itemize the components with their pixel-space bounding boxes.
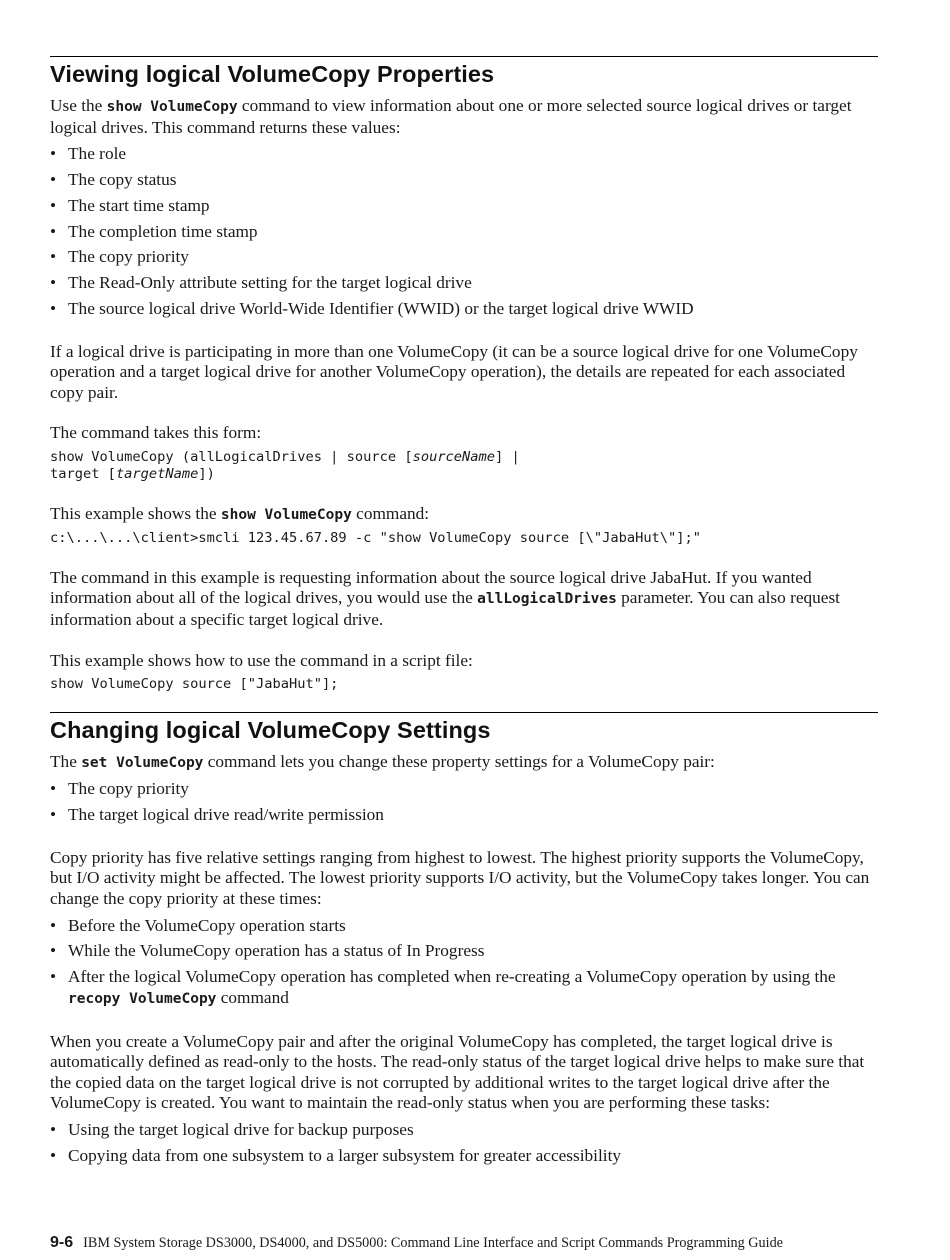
inline-command: allLogicalDrives: [477, 591, 617, 608]
list-item: • The copy priority: [50, 779, 189, 799]
section-heading-viewing: Viewing logical VolumeCopy Properties: [50, 61, 495, 87]
code-example: c:\...\...\client>smcli 123.45.67.89 -c "show VolumeCopy source [\"JabaHut\"];": [50, 530, 702, 547]
paragraph: This example shows how to use the command in a script file:: [50, 650, 473, 670]
document-page: [50, 0, 878, 1171]
inline-command: set VolumeCopy: [81, 754, 204, 771]
list-item: • While the VolumeCopy operation has a status of In Progress: [50, 941, 485, 961]
page-footer: [50, 1234, 890, 1252]
tasks-list: [50, 1120, 878, 1166]
settings-list: [50, 779, 878, 825]
inline-command: recopy VolumeCopy: [68, 990, 217, 1007]
paragraph: This example shows the show VolumeCopy command:: [50, 503, 430, 523]
list-item: • Before the VolumeCopy operation starts: [50, 915, 346, 935]
paragraph: The command in this example is requesting information about the source logical drive JabaHut. If you wanted information about all of the logical drives, you would use the allLogicalDrives parameter. You can also request information about a specific target logical drive.: [50, 567, 840, 630]
list-item: • The role: [50, 144, 127, 164]
book-title: IBM System Storage DS3000, DS4000, and DS5000: Command Line Interface and Script Commands Programming Guide: [83, 1235, 783, 1251]
code-example: show VolumeCopy source ["JabaHut"];: [50, 676, 339, 693]
list-item: • The copy priority: [50, 247, 189, 267]
syntax-block: show VolumeCopy (allLogicalDrives | source [sourceName] | target [targetName]): [50, 449, 520, 483]
intro-paragraph: The set VolumeCopy command lets you change these property settings for a VolumeCopy pair:: [50, 751, 715, 771]
inline-command: show VolumeCopy: [220, 506, 352, 523]
section-rule: [50, 712, 878, 713]
list-item: • The start time stamp: [50, 195, 210, 215]
paragraph: Copy priority has five relative settings ranging from highest to lowest. The highest priority supports the VolumeCopy, but I/O activity might be affected. The lowest priority supports I/O activity, but the VolumeCopy takes longer. You can change the copy priority at these times:: [50, 847, 870, 908]
return-values-list: [50, 144, 878, 319]
list-item: • After the logical VolumeCopy operation has completed when re-creating a VolumeCopy operation by using the recopy VolumeCopy command: [50, 967, 836, 1007]
intro-text-end: command to view information about one or more selected source logical drives or target logical drives. This command returns these values:: [50, 96, 852, 137]
list-item: • The target logical drive read/write permission: [50, 805, 384, 824]
paragraph: When you create a VolumeCopy pair and after the original VolumeCopy has completed, the target logical drive is automatically defined as read-only to the hosts. The read-only status of the target logical drive helps to make sure that the copied data on the target logical drive is not corrupted by additional writes to the target logical drive after the VolumeCopy is created. You want to maintain the read-only status when you are performing these tasks:: [50, 1031, 865, 1113]
priority-times-list: [50, 916, 878, 1010]
list-item: • The Read-Only attribute setting for the target logical drive: [50, 273, 472, 293]
list-item: • The completion time stamp: [50, 221, 258, 241]
list-item: • The copy status: [50, 169, 177, 189]
intro-paragraph: [50, 96, 878, 138]
page-number: 9-6: [50, 1234, 74, 1251]
paragraph: If a logical drive is participating in more than one VolumeCopy (it can be a source logical drive for one VolumeCopy operation and a target logical drive for another VolumeCopy operation), the details are repeated for each associated copy pair.: [50, 341, 858, 402]
list-item: • Using the target logical drive for backup purposes: [50, 1119, 414, 1139]
paragraph: The command takes this form:: [50, 423, 262, 443]
list-item: • Copying data from one subsystem to a larger subsystem for greater accessibility: [50, 1145, 622, 1165]
section-rule: [50, 56, 878, 57]
intro-text: Use the: [50, 96, 107, 115]
section-heading-changing: Changing logical VolumeCopy Settings: [50, 716, 491, 743]
list-item: • The source logical drive World-Wide Identifier (WWID) or the target logical drive WWID: [50, 298, 694, 318]
inline-command: show VolumeCopy: [106, 99, 238, 115]
